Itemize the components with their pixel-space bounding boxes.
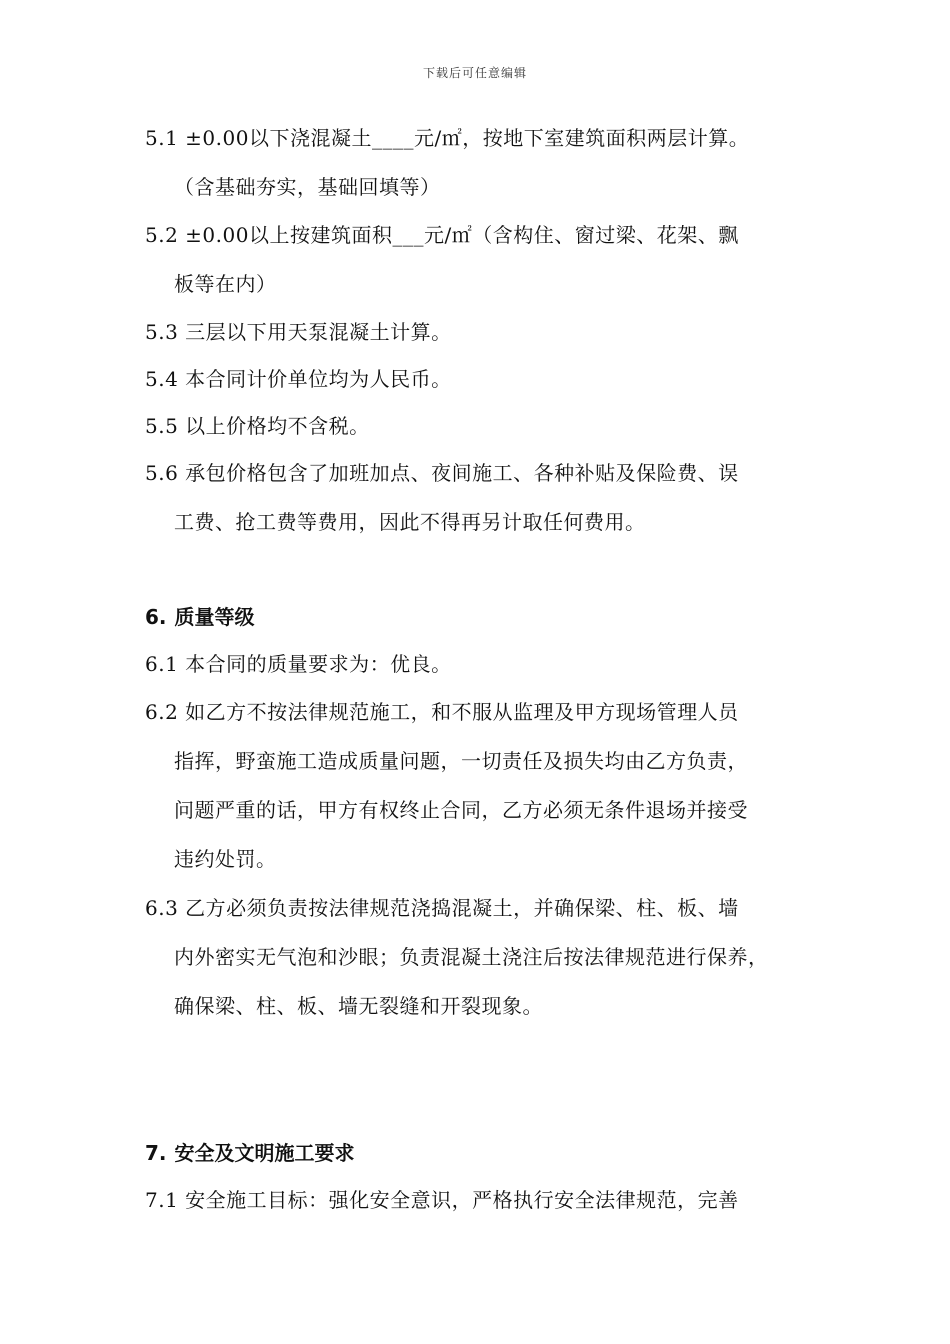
clause-6-2-line-1: 6.2 如乙方不按法律规范施工，和不服从监理及甲方现场管理人员 (145, 700, 739, 724)
clause-5-5: 5.5 以上价格均不含税。 (145, 414, 370, 438)
page-header: 下载后可任意编辑 (422, 66, 527, 80)
section-7-title: 安全及文明施工要求 (174, 1141, 355, 1165)
clause-5-6-line-2: 工费、抢工费等费用，因此不得再另计取任何费用。 (174, 510, 646, 534)
clause-5-6-line-1: 5.6 承包价格包含了加班加点、夜间施工、各种补贴及保险费、误 (145, 461, 739, 485)
clause-6-3-line-1: 6.3 乙方必须负责按法律规范浇捣混凝土，并确保梁、柱、板、墙 (145, 896, 739, 920)
section-7-heading (145, 1139, 355, 1167)
clause-6-2-line-3: 问题严重的话，甲方有权终止合同，乙方必须无条件退场并接受 (174, 798, 748, 822)
section-7-number: 7. (145, 1141, 167, 1165)
clause-6-2-line-2: 指挥，野蛮施工造成质量问题，一切责任及损失均由乙方负责， (174, 749, 748, 773)
clause-5-3: 5.3 三层以下用天泵混凝土计算。 (145, 320, 452, 344)
section-6-title: 质量等级 (174, 605, 255, 629)
clause-6-1: 6.1 本合同的质量要求为：优良。 (145, 652, 452, 676)
clause-5-4: 5.4 本合同计价单位均为人民币。 (145, 367, 452, 391)
clause-5-2-line-2: 板等在内） (174, 272, 277, 296)
section-6-number: 6. (145, 605, 167, 629)
clause-6-3-line-2: 内外密实无气泡和沙眼；负责混凝土浇注后按法律规范进行保养， (174, 945, 769, 969)
clause-6-2-line-4: 违约处罚。 (174, 847, 277, 871)
clause-5-2-line-1: 5.2 ±0.00以上按建筑面积___元/㎡（含构住、窗过梁、花架、飘 (145, 223, 739, 247)
clause-5-1-line-2: （含基础夯实，基础回填等） (174, 175, 441, 199)
clause-7-1-line-1: 7.1 安全施工目标：强化安全意识，严格执行安全法律规范，完善 (145, 1188, 739, 1212)
section-6-heading (145, 603, 255, 631)
clause-5-1-line-1: 5.1 ±0.00以下浇混凝土____元/㎡，按地下室建筑面积两层计算。 (145, 126, 750, 150)
clause-6-3-line-3: 确保梁、柱、板、墙无裂缝和开裂现象。 (174, 994, 543, 1018)
